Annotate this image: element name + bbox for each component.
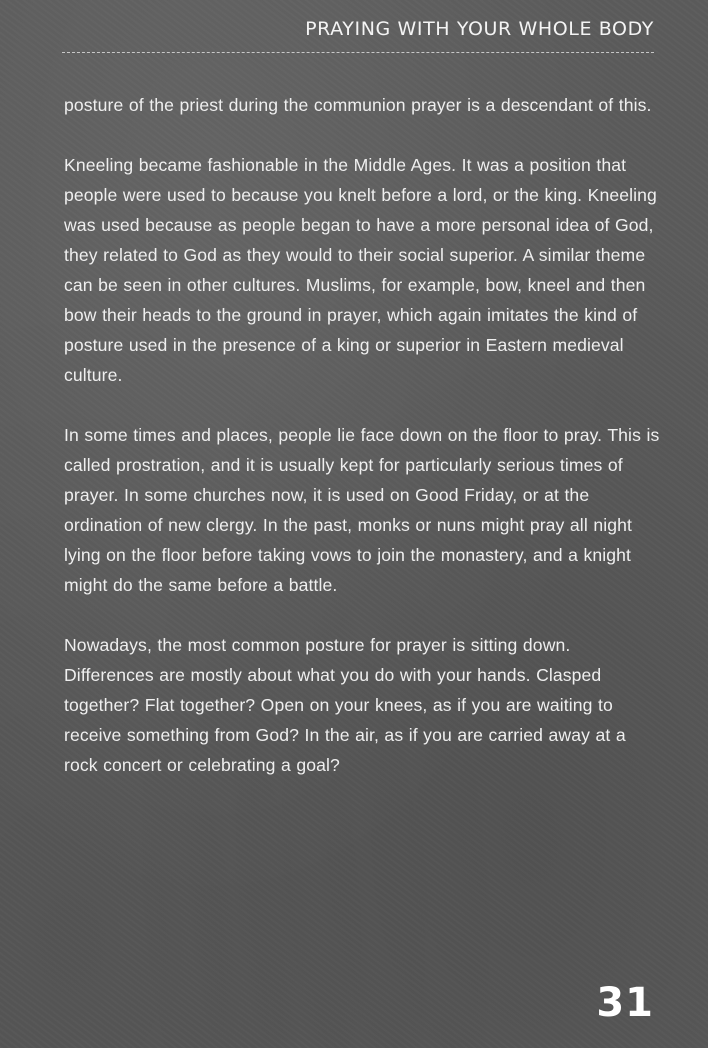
paragraph: In some times and places, people lie face down on the floor to pray. This is called prostration, and it is usually kept for particularly serious times of prayer. In some churches now, it is used on Good Friday, or at the ordination of new clergy. In the past, monks or nuns might pray all night lying on the floor before taking vows to join the monastery, and a knight might do the same before a battle. <box>64 425 660 595</box>
paragraph: posture of the priest during the communion prayer is a descendant of this. <box>64 95 652 115</box>
header-divider <box>62 52 654 53</box>
running-header: PRAYING WITH YOUR WHOLE BODY <box>305 18 654 40</box>
page-number: 31 <box>596 980 654 1026</box>
paragraph: Nowadays, the most common posture for prayer is sitting down. Differences are mostly about what you do with your hands. Clasped together? Flat together? Open on your knees, as if you are waiting to receive something from God? In the air, as if you are carried away at a rock concert or celebrating a goal? <box>64 635 626 775</box>
paragraph: Kneeling became fashionable in the Middle Ages. It was a position that people were used to because you knelt before a lord, or the king. Kneeling was used because as people began to have a more personal idea of God, they related to God as they would to their social superior. A similar theme can be seen in other cultures. Muslims, for example, bow, kneel and then bow their heads to the ground in prayer, which again imitates the kind of posture used in the presence of a king or superior in Eastern medieval culture. <box>64 155 657 385</box>
body-text <box>64 90 664 810</box>
